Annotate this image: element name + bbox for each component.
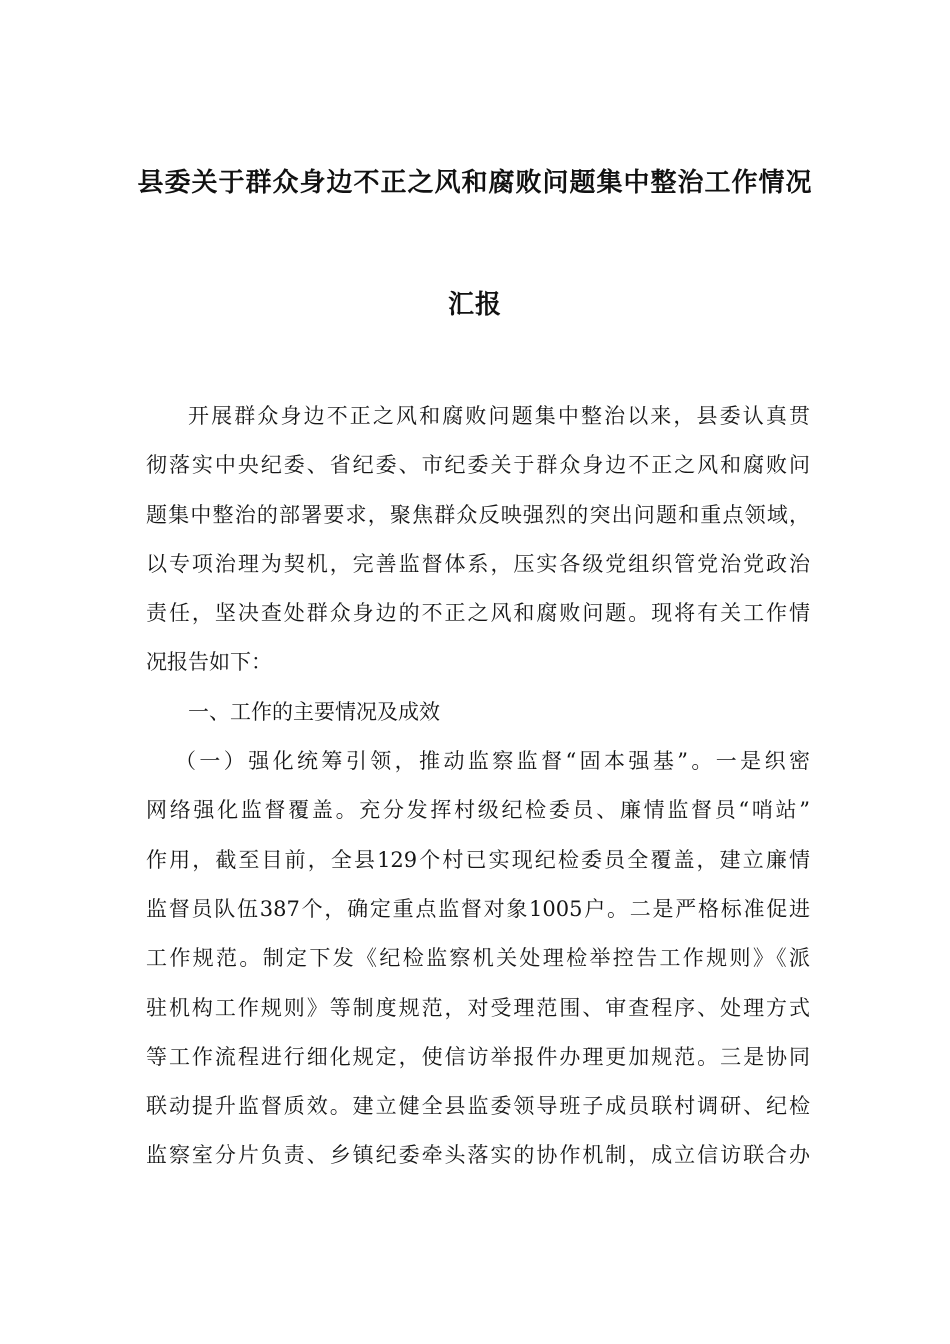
paragraph-line: 责任，坚决查处群众身边的不正之风和腐败问题。现将有关工作情 [146,601,810,626]
section-heading: 一、工作的主要情况及成效 [188,699,440,724]
paragraph-line: 驻机构工作规则》等制度规范，对受理范围、审查程序、处理方式 [146,995,810,1020]
paragraph-line: 联动提升监督质效。建立健全县监委领导班子成员联村调研、纪检 [146,1094,810,1119]
paragraph-line: 监察室分片负责、乡镇纪委牵头落实的协作机制，成立信访联合办 [146,1143,810,1168]
paragraph-line: （一）强化统筹引领，推动监察监督“固本强基”。一是织密 [175,749,810,774]
paragraph-line: 题集中整治的部署要求，聚焦群众反映强烈的突出问题和重点领域， [146,502,810,527]
paragraph-line: 等工作流程进行细化规定，使信访举报件办理更加规范。三是协同 [146,1044,810,1069]
paragraph-line: 彻落实中央纪委、省纪委、市纪委关于群众身边不正之风和腐败问 [146,453,810,478]
paragraph-line: 况报告如下： [146,650,272,675]
paragraph-line: 监督员队伍387个，确定重点监督对象1005户。二是严格标准促进 [146,896,810,921]
paragraph-line: 网络强化监督覆盖。充分发挥村级纪检委员、廉情监督员“哨站” [146,798,810,823]
paragraph-line: 以专项治理为契机，完善监督体系，压实各级党组织管党治党政治 [146,551,810,576]
document-title-line-2: 汇报 [447,290,502,320]
paragraph-line: 工作规范。制定下发《纪检监察机关处理检举控告工作规则》《派 [146,946,810,971]
paragraph-line: 作用，截至目前，全县129个村已实现纪检委员全覆盖，建立廉情 [146,847,810,872]
paragraph-line: 开展群众身边不正之风和腐败问题集中整治以来，县委认真贯 [188,404,810,428]
document-title-line-1: 县委关于群众身边不正之风和腐败问题集中整治工作情况 [137,168,813,198]
document-body [146,392,810,1181]
